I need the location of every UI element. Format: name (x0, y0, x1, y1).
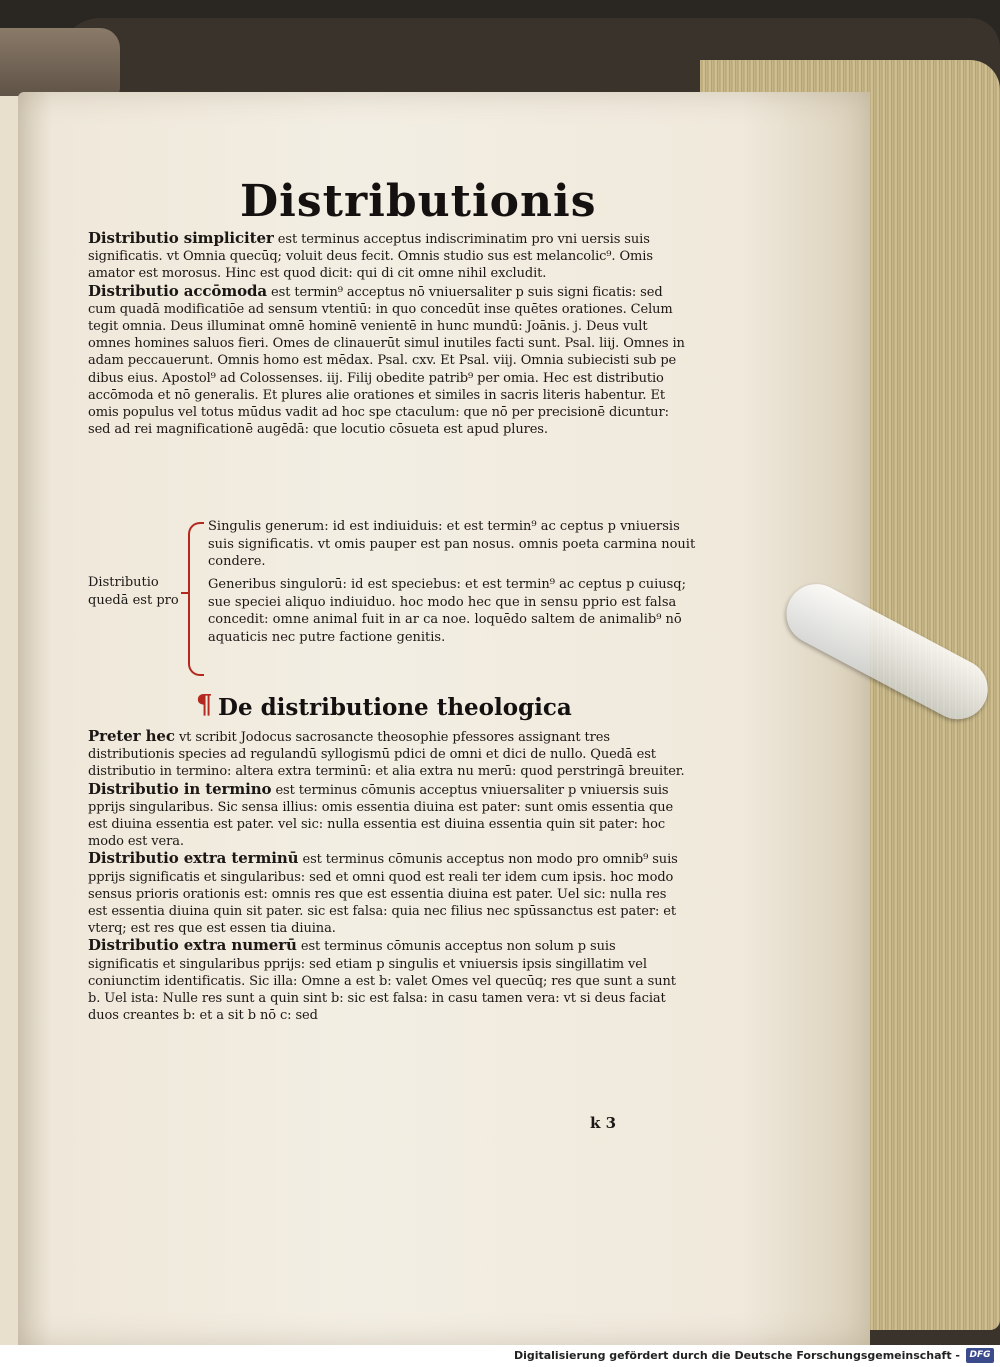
section-heading: De distributione theologica (218, 694, 572, 721)
paragraph (88, 283, 688, 439)
text-block-theologica (88, 728, 688, 1024)
paragraph-text: est termin⁹ acceptus nō vniuersaliter p suis signi ficatis: sed cum quadā modificatiōe ad sensum vtentiū: in quo concedūt inse quētes orationes. Celum tegit omnia. Deus illuminat omnē hominē venientē in hunc mundū: Joānis. j. Deus vult omnes homines saluos fieri. Omes de clinauerūt simul inutiles facti sunt. Psal. liij. Omnes in adam peccauerunt. Omnis homo est mēdax. Psal. cxv. Et Psal. viij. Omnia subiecisti sub pe dibus eius. Apostol⁹ ad Colossenses. iij. Filij obedite patrib⁹ per omia. Hec est distributio accōmoda et nō generalis. Et plures alie orationes et similes in sacris literis habentur. Et omis populus vel totus mūdus vadit ad hoc spe ctaculum: que nō per precisionē dicuntur: sed ad rei magnificationē augēdā: que locutio cōsueta est apud plures. (88, 284, 685, 438)
paragraph-lead: Distributio accōmoda (88, 281, 268, 300)
paragraph-lead: Distributio in termino (88, 779, 272, 798)
paragraph-lead: Distributio extra numerū (88, 936, 297, 955)
dfg-logo-icon: DFG (966, 1348, 994, 1363)
paragraph-text: est terminus cōmunis acceptus non solum p suis significatis et singularibus pprijs: sed etiam p singulis et vniuersis ipsis singillatim vel coniunctim identificatis. Sic illa: Omne a est b: valet Omes vel quecūq; res que sunt a sunt b. Uel ista: Nulle res sunt a quin sint b: sic est falsa: in casu tamen vera: vt si deus faciat duos creantes b: et a sit b nō c: sed (88, 939, 676, 1024)
paragraph-lead: Distributio extra terminū (88, 849, 299, 868)
red-paragraph-mark-icon: ¶ (196, 690, 213, 720)
book-clasp (0, 28, 120, 98)
footer-bar (0, 1345, 1000, 1367)
paragraph (88, 937, 688, 1024)
page-title: Distributionis (240, 176, 597, 227)
funding-credit: Digitalisierung gefördert durch die Deutsche Forschungsgemeinschaft - (513, 1349, 960, 1362)
paragraph (88, 230, 688, 283)
paragraph-text: vt scribit Jodocus sacrosancte theosophie pfessores assignant tres distributionis species ad regulandū syllogismū pdici de omni et dici de nullo. Quedā est distributio in termino: altera extra terminū: et alia extra nu merū: quod perstringā breuiter. (88, 730, 685, 780)
paragraph (88, 850, 688, 937)
paragraph (88, 781, 688, 851)
signature-mark: k 3 (590, 1114, 617, 1132)
paragraph-text: est terminus cōmunis acceptus vniuersaliter p vniuersis suis pprijs singularibus. Sic sensa illius: omis essentia diuina est pater: sunt omis essentia que est diuina essentia est pater. vel sic: nulla essentia est diuina essentia quin sit pater: hoc modo est vera. (88, 782, 674, 850)
paragraph-lead: Distributio simpliciter (88, 229, 274, 247)
paragraph (88, 728, 688, 781)
paragraph-text: est terminus acceptus indiscriminatim pro vni uersis suis significatis. vt Omnia quecūq; voluit deus fecit. Omnis studio sus est melancolic⁹. Omis amator est morosus. Hinc est quod dicit: qui di cit omne nihil excludit. (88, 232, 653, 282)
bracketed-division (88, 518, 696, 678)
paragraph-lead: Preter hec (88, 727, 175, 745)
paragraph-text: est terminus cōmunis acceptus non modo pro omnib⁹ suis pprijs significatis et singularibus: sed et omni quod est reali ter idem cum ipsis. hoc modo sensus prioris orationis est: omnis res que est essentia diuina est pater. Uel sic: nulla res est essentia diuina quin sit pater. sic est falsa: quia nec filius nec spūssanctus est pater: et vterq; est res que est essen tia diuina. (88, 852, 678, 937)
bracket-label: Distributio quedā est pro (88, 575, 179, 608)
division-item-singulis: Singulis generum: id est indiuiduis: et est termin⁹ ac ceptus p vniuersis suis significatis. vt omis pauper est pan nosus. omnis poeta carmina nouit condere. (208, 519, 696, 570)
text-block-distribution (88, 230, 688, 438)
division-item-generibus: Generibus singulorū: id est speciebus: et est termin⁹ ac ceptus p cuiusq; sue speciei aliquo indiuiduo. hoc modo hec que in sensu pprio est falsa concedit: omne animal fuit in ar ca noe. loquēdo saltem de animalib⁹ nō aquaticis nec putre factione genitis. (208, 577, 686, 645)
red-brace-icon (188, 522, 204, 676)
